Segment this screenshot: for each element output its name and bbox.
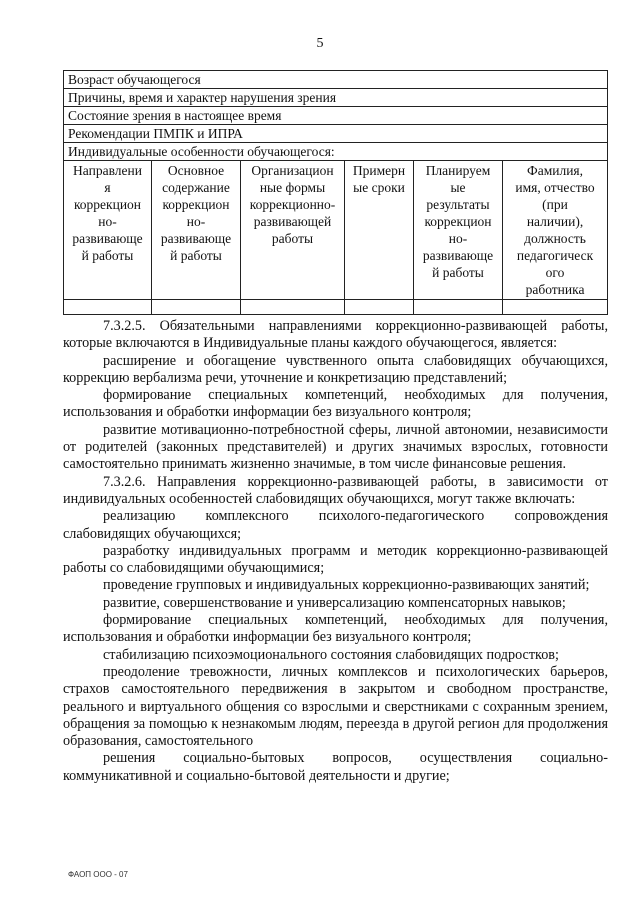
- page-number: 5: [316, 36, 324, 51]
- empty-cell: [345, 300, 414, 315]
- list-item: стабилизацию психоэмоционального состояния слабовидящих подростков;: [103, 646, 559, 663]
- column-header-results: [414, 161, 503, 300]
- list-item: проведение групповых и индивидуальных коррекционно-развивающих занятий;: [103, 577, 590, 594]
- paragraph-7-3-2-5: 7.3.2.5. Обязательными направлениями коррекционно-развивающей работы, которые включаются в Индивидуальные планы каждого обучающегося, является:: [63, 318, 608, 352]
- list-item: формирование специальных компетенций, необходимых для получения, использования и обработки информации без визуального контроля;: [63, 387, 608, 421]
- list-item: формирование специальных компетенций, необходимых для получения, использования и обработки информации без визуального контроля;: [63, 612, 608, 646]
- column-header-teacher-text: Фамилия, имя, отчество (при наличии), должность педагогическ ого работника: [515, 163, 595, 297]
- column-header-teacher: [503, 161, 608, 300]
- column-header-directions-text: Направлени я коррекцион но- развивающе й работы: [72, 163, 143, 263]
- list-item: развитие мотивационно-потребностной сферы, личной автономии, независимости от родителей (законных представителей) и других значимых взрослых, готовности самостоятельно принимать жизненно значимые, в том числе финансовые решения.: [63, 421, 608, 473]
- table-row-recommendations: Рекомендации ПМПК и ИПРА: [64, 125, 608, 143]
- student-info-table: [63, 70, 608, 315]
- table-row-empty: [64, 300, 608, 315]
- column-header-terms: [345, 161, 414, 300]
- column-header-content: [152, 161, 241, 300]
- table-row-current-vision: Состояние зрения в настоящее время: [64, 107, 608, 125]
- list-item: преодоление тревожности, личных комплексов и психологических барьеров, страхов самостоятельного передвижения в закрытом и свободном пространстве, реального и виртуального общения со взрослыми и сверстниками с сохранным зрением, обращения за помощью к незнакомым людям, переезда в другой регион для продолжения образования, самостоятельного: [63, 663, 608, 750]
- empty-cell: [152, 300, 241, 315]
- column-header-forms-text: Организацион ные формы коррекционно- развивающей работы: [249, 163, 336, 246]
- column-header-content-text: Основное содержание коррекцион но- развивающе й работы: [160, 163, 232, 263]
- table-row-vision-impairment: Причины, время и характер нарушения зрения: [64, 89, 608, 107]
- column-header-directions: [64, 161, 152, 300]
- list-item: реализацию комплексного психолого-педагогического сопровождения слабовидящих обучающихся;: [63, 508, 608, 542]
- list-item: решения социально-бытовых вопросов, осуществления социально-коммуникативной и социально-бытовой деятельности и другие;: [63, 750, 608, 784]
- list-item: разработку индивидуальных программ и методик коррекционно-развивающей работы со слабовидящими обучающимися;: [63, 542, 608, 577]
- empty-cell: [64, 300, 152, 315]
- table-row-age: Возраст обучающегося: [64, 71, 608, 89]
- document-body: [63, 318, 608, 785]
- column-header-terms-text: Примерн ые сроки: [352, 163, 406, 195]
- column-header-forms: [241, 161, 345, 300]
- list-item: расширение и обогащение чувственного опыта слабовидящих обучающихся, коррекцию вербализма речи, уточнение и конкретизацию представлений;: [63, 352, 608, 386]
- empty-cell: [503, 300, 608, 315]
- empty-cell: [241, 300, 345, 315]
- table-row-individual-features: Индивидуальные особенности обучающегося:: [64, 143, 608, 161]
- list-item: развитие, совершенствование и универсализацию компенсаторных навыков;: [103, 594, 566, 611]
- column-header-results-text: Планируем ые результаты коррекцион но- развивающе й работы: [422, 163, 494, 280]
- paragraph-7-3-2-6: 7.3.2.6. Направления коррекционно-развивающей работы, в зависимости от индивидуальных особенностей слабовидящих обучающихся, могут также включать:: [63, 473, 608, 507]
- empty-cell: [414, 300, 503, 315]
- footer-code: ФАОП ООО - 07: [68, 870, 128, 879]
